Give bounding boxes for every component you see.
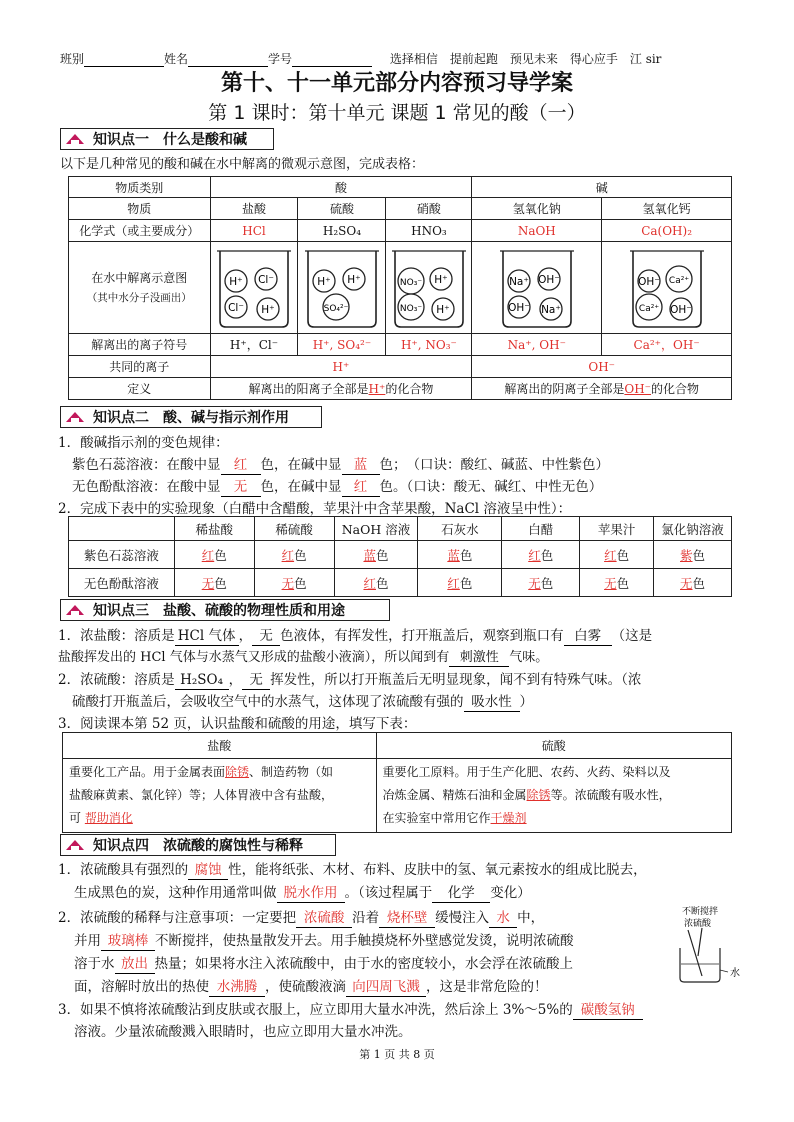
result-cell: 无色 — [174, 569, 254, 597]
s3-p1-line2: 盐酸挥发出的 HCl 气体与水蒸气又形成的盐酸小液滴），所以闻到有 刺激性 气味。 — [58, 650, 549, 665]
ion-cell: H⁺, NO₃⁻ — [386, 334, 472, 356]
pencil-icon — [65, 838, 85, 852]
section-1-title: 知识点一 什么是酸和碱 — [93, 132, 247, 148]
section-1-heading — [60, 128, 274, 150]
col-header: 稀硫酸 — [254, 517, 334, 541]
section-2-heading — [60, 406, 322, 428]
pencil-icon — [65, 603, 85, 617]
ion-label: OH⁻ — [507, 302, 530, 314]
row-label: 紫色石蕊溶液 — [69, 541, 175, 569]
s2-line-1: 1．酸碱指示剂的变色规律： — [58, 435, 229, 451]
beaker-icon — [389, 243, 469, 329]
beaker-icon — [627, 243, 707, 329]
row-label: 物质 — [69, 198, 211, 220]
s3-p3: 3．阅读课本第 52 页，认识盐酸和硫酸的用途，填写下表： — [58, 716, 417, 732]
class-label: 班别 — [60, 52, 85, 66]
row-label: 共同的离子 — [69, 356, 211, 378]
beaker-cell — [210, 242, 298, 334]
result-cell: 无色 — [254, 569, 334, 597]
acid-header: 酸 — [210, 177, 472, 198]
acid-base-table — [68, 176, 732, 400]
ion-cell: Na⁺, OH⁻ — [472, 334, 602, 356]
h2so4-uses: 重要化工原料。用于生产化肥、农药、火药、染料以及 冶炼金属、精炼石油和金属除锈等。浓硫酸有吸水性， 在实验室中常用它作干燥剂 — [376, 759, 731, 833]
result-cell: 红色 — [418, 569, 502, 597]
result-cell: 无色 — [654, 569, 732, 597]
header-line — [60, 50, 740, 67]
ion-cell: H⁺，Cl⁻ — [210, 334, 298, 356]
row-label: 化学式（或主要成分） — [69, 220, 211, 242]
ion-label: H⁺ — [436, 304, 450, 316]
ion-label: OH⁻ — [669, 304, 692, 316]
ion-cell: Ca²⁺，OH⁻ — [602, 334, 732, 356]
result-cell: 红色 — [502, 541, 580, 569]
result-cell: 红色 — [254, 541, 334, 569]
dilution-diagram — [668, 904, 740, 986]
section-1-intro: 以下是几种常见的酸和碱在水中解离的微观示意图，完成表格： — [60, 157, 425, 172]
substance-cell: 氢氧化钙 — [602, 198, 732, 220]
water-label: 水 — [730, 968, 740, 979]
s4-a-line2: 生成黑色的炭，这种作用通常叫做 脱水作用 。（该过程属于 化学 变化） — [74, 885, 531, 901]
base-header: 碱 — [472, 177, 732, 198]
row-label: 解离出的离子符号 — [69, 334, 211, 356]
ion-label: NO₃⁻ — [399, 278, 423, 288]
stir-label: 不断搅拌 — [682, 907, 719, 917]
name-label: 姓名 — [164, 52, 189, 66]
beaker-cell — [602, 242, 732, 334]
section-2-title: 知识点二 酸、碱与指示剂作用 — [93, 410, 289, 426]
s2-line-3: 无色酚酞溶液：在酸中显 无 色，在碱中显 红 色。（口诀：酸无、碱红、中性无色） — [72, 479, 603, 495]
s4-b-line4: 面，溶解时放出的热使 水沸腾 ，使硫酸液滴 向四周飞溅 ，这是非常危险的！ — [74, 979, 548, 995]
substance-cell: 盐酸 — [210, 198, 298, 220]
substance-cell: 氢氧化钠 — [472, 198, 602, 220]
col-header: 氯化钠溶液 — [654, 517, 732, 541]
beaker-icon — [214, 243, 294, 329]
section-3-heading — [60, 599, 390, 621]
beaker-icon — [497, 243, 577, 329]
result-cell: 无色 — [502, 569, 580, 597]
s4-b-line2: 并用 玻璃棒 不断搅拌，使热量散发开去。用手触摸烧杯外壁感觉发烫，说明浓硫酸 — [74, 933, 574, 949]
ion-label: Na⁺ — [540, 304, 561, 316]
ion-label: H⁺ — [434, 274, 448, 286]
common-ion-base: OH⁻ — [472, 356, 732, 378]
result-cell: 紫色 — [654, 541, 732, 569]
result-cell: 红色 — [334, 569, 418, 597]
s3-p1-line1: 1．浓盐酸：溶质是 HCl 气体 ， 无 色液体，有挥发性，打开瓶盖后，观察到瓶口有 白雾 （这是 — [58, 628, 653, 644]
s4-c-line1: 3．如果不慎将浓硫酸沾到皮肤或衣服上，应立即用大量水冲洗，然后涂上 3%～5%的 碳酸氢钠 — [58, 999, 643, 1021]
result-cell: 蓝色 — [334, 541, 418, 569]
s2-line-2: 紫色石蕊溶液：在酸中显 红 色，在碱中显 蓝 色； （口诀：酸红、碱蓝、中性紫色） — [72, 457, 609, 473]
result-cell: 红色 — [580, 541, 654, 569]
ion-label: OH⁻ — [637, 276, 660, 288]
row-label: 物质类别 — [69, 177, 211, 198]
col-header: 白醋 — [502, 517, 580, 541]
formula-cell: HNO₃ — [386, 220, 472, 242]
formula-cell: HCl — [210, 220, 298, 242]
ion-cell: H⁺, SO₄²⁻ — [298, 334, 386, 356]
s3-p2-line2: 硫酸打开瓶盖后，会吸收空气中的水蒸气，这体现了浓硫酸有强的 吸水性 ） — [72, 694, 533, 710]
s4-c-line2: 溶液。少量浓硫酸溅入眼睛时，也应立即用大量水冲洗。 — [74, 1024, 412, 1040]
ion-label: NO₃⁻ — [399, 304, 423, 314]
uses-table — [62, 732, 732, 833]
s4-b-line1: 2．浓硫酸的稀释与注意事项：一定要把 浓硫酸 沿着 烧杯壁 缓慢注入 水 中， — [58, 910, 545, 926]
row-label: 定义 — [69, 378, 211, 400]
beaker-cell — [472, 242, 602, 334]
beaker-cell — [386, 242, 472, 334]
section-4-title: 知识点四 浓硫酸的腐蚀性与稀释 — [93, 838, 303, 854]
row-label: 在水中解离示意图 （其中水分子没画出） — [69, 242, 211, 334]
row-label: 无色酚酞溶液 — [69, 569, 175, 597]
result-cell: 蓝色 — [418, 541, 502, 569]
substance-cell: 硫酸 — [298, 198, 386, 220]
beaker-cell — [298, 242, 386, 334]
col-header: 盐酸 — [63, 733, 377, 759]
col-header: 苹果汁 — [580, 517, 654, 541]
page-footer: 第 1 页 共 8 页 — [359, 1048, 435, 1061]
section-4-heading — [60, 834, 336, 856]
s4-a-line1: 1．浓硫酸具有强烈的 腐蚀 性，能将纸张、木材、布料、皮肤中的氢、氧元素按水的组成比脱去， — [58, 862, 647, 878]
ion-label: Cl⁻ — [258, 274, 274, 286]
s3-p2-line1: 2．浓硫酸：溶质是 H₂SO₄ ， 无 挥发性，所以打开瓶盖后无明显现象，闻不到有特殊气味。（浓 — [58, 672, 642, 688]
indicator-table — [68, 516, 732, 597]
result-cell: 无色 — [580, 569, 654, 597]
hcl-uses: 重要化工产品。用于金属表面除锈、制造药物（如 盐酸麻黄素、氯化锌）等；人体胃液中含有盐酸， 可 帮助消化 — [63, 759, 377, 833]
beaker-icon — [302, 243, 382, 329]
s4-b-line3: 溶于水 放出 热量；如果将水注入浓硫酸中，由于水的密度较小，水会浮在浓硫酸上 — [74, 956, 573, 972]
table-row — [69, 569, 732, 597]
ion-label: OH⁻ — [537, 274, 560, 286]
ion-label: Na⁺ — [508, 276, 529, 288]
substance-cell: 硝酸 — [386, 198, 472, 220]
common-ion-acid: H⁺ — [210, 356, 472, 378]
ion-label: H⁺ — [317, 276, 331, 288]
s2-line-4: 2．完成下表中的实验现象（白醋中含醋酸，苹果汁中含苹果酸，NaCl 溶液呈中性）： — [58, 501, 572, 517]
col-header: 稀盐酸 — [174, 517, 254, 541]
formula-cell: Ca(OH)₂ — [602, 220, 732, 242]
table-row — [69, 541, 732, 569]
motto: 选择相信 提前起跑 预见未来 得心应手 江 sir — [389, 52, 662, 66]
formula-cell: NaOH — [472, 220, 602, 242]
ion-label: SO₄²⁻ — [323, 304, 349, 314]
pencil-icon — [65, 132, 85, 146]
ion-label: Ca²⁺ — [668, 276, 689, 286]
ion-label: H⁺ — [261, 304, 275, 316]
page-title: 第十、十一单元部分内容预习导学案 — [220, 71, 573, 96]
ion-label: H⁺ — [229, 276, 243, 288]
col-header: 石灰水 — [418, 517, 502, 541]
acid-label: 浓硫酸 — [684, 919, 712, 929]
col-header: 硫酸 — [376, 733, 731, 759]
ion-label: H⁺ — [347, 274, 361, 286]
section-3-title: 知识点三 盐酸、硫酸的物理性质和用途 — [93, 603, 345, 619]
acid-definition: 解离出的阳离子全部是H⁺的化合物 — [210, 378, 472, 400]
pencil-icon — [65, 410, 85, 424]
id-label: 学号 — [268, 52, 293, 66]
base-definition: 解离出的阴离子全部是OH⁻的化合物 — [472, 378, 732, 400]
lesson-title: 第 1 课时：第十单元 课题 1 常见的酸（一） — [208, 102, 586, 124]
ion-label: Cl⁻ — [228, 302, 244, 314]
result-cell: 红色 — [174, 541, 254, 569]
ion-label: Ca²⁺ — [638, 304, 659, 314]
formula-cell: H₂SO₄ — [298, 220, 386, 242]
col-header: NaOH 溶液 — [334, 517, 418, 541]
